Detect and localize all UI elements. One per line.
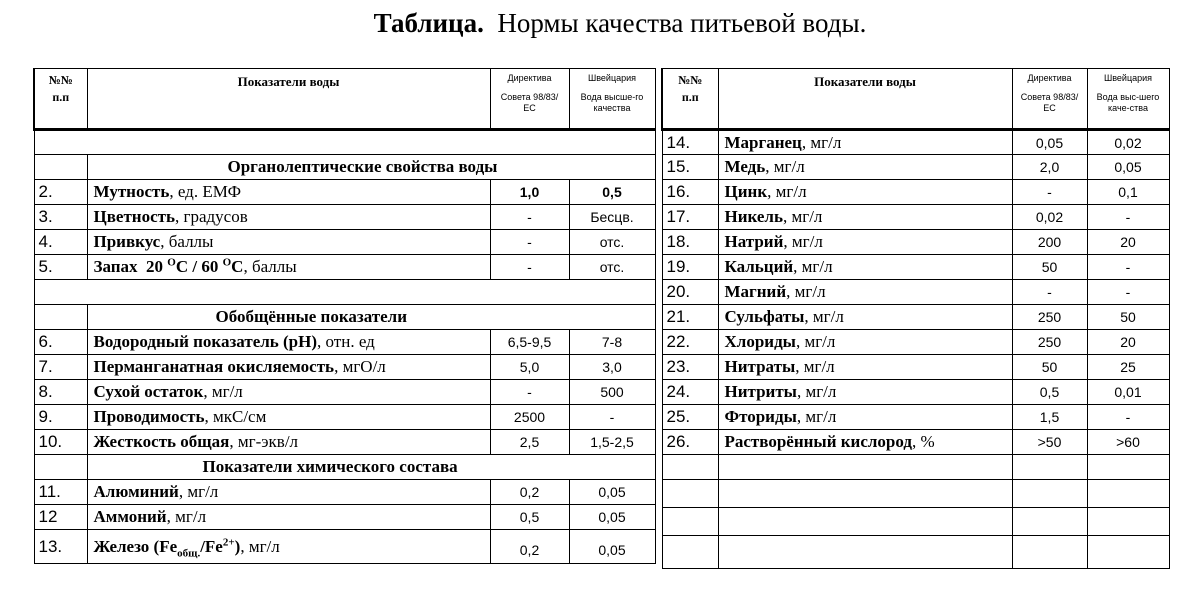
- empty-row: [662, 536, 1169, 569]
- row-num: 10.: [34, 430, 87, 455]
- table-row: [662, 380, 1169, 405]
- row-name: Жесткость общая, мг-экв/л: [87, 430, 490, 455]
- row-swiss: -: [1087, 205, 1169, 230]
- row-swiss: -: [569, 405, 655, 430]
- row-num: 21.: [662, 305, 718, 330]
- table-row: [662, 405, 1169, 430]
- row-swiss: 0,5: [569, 180, 655, 205]
- row-name: Цинк, мг/л: [718, 180, 1012, 205]
- row-num: 18.: [662, 230, 718, 255]
- row-name: Кальций, мг/л: [718, 255, 1012, 280]
- table-row: [34, 180, 655, 205]
- row-name: Хлориды, мг/л: [718, 330, 1012, 355]
- table-row: [662, 305, 1169, 330]
- row-swiss: 0,02: [1087, 130, 1169, 155]
- row-directive: -: [1012, 280, 1087, 305]
- row-name: Фториды, мг/л: [718, 405, 1012, 430]
- section-chemical: Показатели химического состава: [87, 455, 655, 480]
- header-name: Показатели воды: [718, 69, 1012, 130]
- row-name: Аммоний, мг/л: [87, 505, 490, 530]
- row-directive: 0,2: [490, 480, 569, 505]
- row-name: Натрий, мг/л: [718, 230, 1012, 255]
- table-row: [34, 405, 655, 430]
- row-num: 2.: [34, 180, 87, 205]
- table-row: [662, 130, 1169, 155]
- table-row: [662, 230, 1169, 255]
- title-text: Нормы качества питьевой воды.: [497, 8, 867, 38]
- row-swiss: 3,0: [569, 355, 655, 380]
- row-directive: 1,5: [1012, 405, 1087, 430]
- row-swiss: 500: [569, 380, 655, 405]
- row-directive: -: [490, 230, 569, 255]
- title-bold: Таблица.: [373, 8, 484, 38]
- empty-row: [662, 455, 1169, 480]
- empty-row: [662, 508, 1169, 536]
- empty-row: [34, 130, 655, 155]
- table-row: [662, 355, 1169, 380]
- row-directive: 250: [1012, 330, 1087, 355]
- row-directive: 50: [1012, 355, 1087, 380]
- row-swiss: 0,01: [1087, 380, 1169, 405]
- table-row: [662, 205, 1169, 230]
- row-swiss: -: [1087, 280, 1169, 305]
- row-swiss: 50: [1087, 305, 1169, 330]
- row-name: Привкус, баллы: [87, 230, 490, 255]
- section-organoleptic: Органолептические свойства воды: [87, 155, 655, 180]
- table-row: [662, 280, 1169, 305]
- row-swiss: 25: [1087, 355, 1169, 380]
- row-directive: 5,0: [490, 355, 569, 380]
- row-name: Мутность, ед. ЕМФ: [87, 180, 490, 205]
- row-directive: 0,02: [1012, 205, 1087, 230]
- empty-row: [662, 480, 1169, 508]
- row-directive: 2,0: [1012, 155, 1087, 180]
- row-directive: 2,5: [490, 430, 569, 455]
- header-num: №№ п.п: [662, 69, 718, 130]
- row-name: Железо $(Fe_{общ.}/Fe^{2+})$, мг/л: [87, 530, 490, 564]
- row-num: 11.: [34, 480, 87, 505]
- row-num: 26.: [662, 430, 718, 455]
- table-row: [662, 255, 1169, 280]
- row-name: Сухой остаток, мг/л: [87, 380, 490, 405]
- row-swiss: -: [1087, 255, 1169, 280]
- row-directive: 6,5-9,5: [490, 330, 569, 355]
- row-num: 15.: [662, 155, 718, 180]
- row-swiss: 7-8: [569, 330, 655, 355]
- row-num: 19.: [662, 255, 718, 280]
- row-swiss: 20: [1087, 230, 1169, 255]
- row-num: 8.: [34, 380, 87, 405]
- table-row: [662, 430, 1169, 455]
- row-num: 9.: [34, 405, 87, 430]
- water-quality-table-left: [33, 68, 656, 564]
- row-name: Алюминий, мг/л: [87, 480, 490, 505]
- row-directive: 0,5: [1012, 380, 1087, 405]
- row-num: 20.: [662, 280, 718, 305]
- row-num: 22.: [662, 330, 718, 355]
- row-swiss: 1,5-2,5: [569, 430, 655, 455]
- table-header-row: [662, 69, 1169, 130]
- table-row: [662, 180, 1169, 205]
- page-title: [0, 8, 1200, 39]
- header-directive: Директива Совета 98/83/ЕС: [1012, 69, 1087, 130]
- row-swiss: отс.: [569, 230, 655, 255]
- header-name: Показатели воды: [87, 69, 490, 130]
- row-name: Проводимость, мкС/см: [87, 405, 490, 430]
- row-directive: 250: [1012, 305, 1087, 330]
- header-swiss: Швейцария Вода высше-го качества: [569, 69, 655, 130]
- row-name: Нитриты, мг/л: [718, 380, 1012, 405]
- row-directive: 50: [1012, 255, 1087, 280]
- table-row: [662, 155, 1169, 180]
- section-row: [34, 155, 655, 180]
- row-num: 5.: [34, 255, 87, 280]
- header-num: №№ п.п: [34, 69, 87, 130]
- table-row: [34, 205, 655, 230]
- row-num: 17.: [662, 205, 718, 230]
- row-swiss: 20: [1087, 330, 1169, 355]
- table-row: [34, 255, 655, 280]
- row-directive: 200: [1012, 230, 1087, 255]
- row-num: 13.: [34, 530, 87, 564]
- row-name: Медь, мг/л: [718, 155, 1012, 180]
- row-name: Запах 20 $^O$С / 60 $^O$С, баллы: [87, 255, 490, 280]
- table-row: [34, 430, 655, 455]
- row-num: 23.: [662, 355, 718, 380]
- section-row: [34, 455, 655, 480]
- row-num: 4.: [34, 230, 87, 255]
- empty-row: [34, 280, 655, 305]
- table-row: [34, 530, 655, 564]
- table-row: [34, 480, 655, 505]
- row-swiss: Бесцв.: [569, 205, 655, 230]
- row-directive: 1,0: [490, 180, 569, 205]
- row-swiss: -: [1087, 405, 1169, 430]
- row-num: 24.: [662, 380, 718, 405]
- row-name: Нитраты, мг/л: [718, 355, 1012, 380]
- row-swiss: 0,05: [569, 505, 655, 530]
- water-quality-table-right: [661, 68, 1170, 569]
- section-row: [34, 305, 655, 330]
- row-num: 7.: [34, 355, 87, 380]
- row-num: 16.: [662, 180, 718, 205]
- table-row: [34, 380, 655, 405]
- row-name: Марганец, мг/л: [718, 130, 1012, 155]
- table-row: [34, 355, 655, 380]
- row-name: Магний, мг/л: [718, 280, 1012, 305]
- row-swiss: 0,05: [1087, 155, 1169, 180]
- table-row: [662, 330, 1169, 355]
- row-swiss: 0,05: [569, 530, 655, 564]
- row-num: 3.: [34, 205, 87, 230]
- table-row: [34, 505, 655, 530]
- row-num: 12: [34, 505, 87, 530]
- header-swiss: Швейцария Вода выс-шего каче-ства: [1087, 69, 1169, 130]
- row-num: 14.: [662, 130, 718, 155]
- row-swiss: отс.: [569, 255, 655, 280]
- row-directive: -: [490, 255, 569, 280]
- row-swiss: 0,05: [569, 480, 655, 505]
- row-swiss: >60: [1087, 430, 1169, 455]
- row-directive: 0,5: [490, 505, 569, 530]
- row-name: Перманганатная окисляемость, мгО/л: [87, 355, 490, 380]
- table-row: [34, 230, 655, 255]
- row-name: Цветность, градусов: [87, 205, 490, 230]
- table-header-row: [34, 69, 655, 130]
- row-num: 25.: [662, 405, 718, 430]
- row-directive: -: [490, 205, 569, 230]
- row-directive: >50: [1012, 430, 1087, 455]
- row-name: Никель, мг/л: [718, 205, 1012, 230]
- row-swiss: 0,1: [1087, 180, 1169, 205]
- row-directive: -: [490, 380, 569, 405]
- row-directive: 2500: [490, 405, 569, 430]
- row-directive: -: [1012, 180, 1087, 205]
- row-directive: 0,2: [490, 530, 569, 564]
- row-directive: 0,05: [1012, 130, 1087, 155]
- row-num: 6.: [34, 330, 87, 355]
- header-directive: Директива Совета 98/83/ЕС: [490, 69, 569, 130]
- row-name: Водородный показатель (рН), отн. ед: [87, 330, 490, 355]
- table-row: [34, 330, 655, 355]
- row-name: Растворённый кислород, %: [718, 430, 1012, 455]
- row-name: Сульфаты, мг/л: [718, 305, 1012, 330]
- section-general: Обобщённые показатели: [87, 305, 655, 330]
